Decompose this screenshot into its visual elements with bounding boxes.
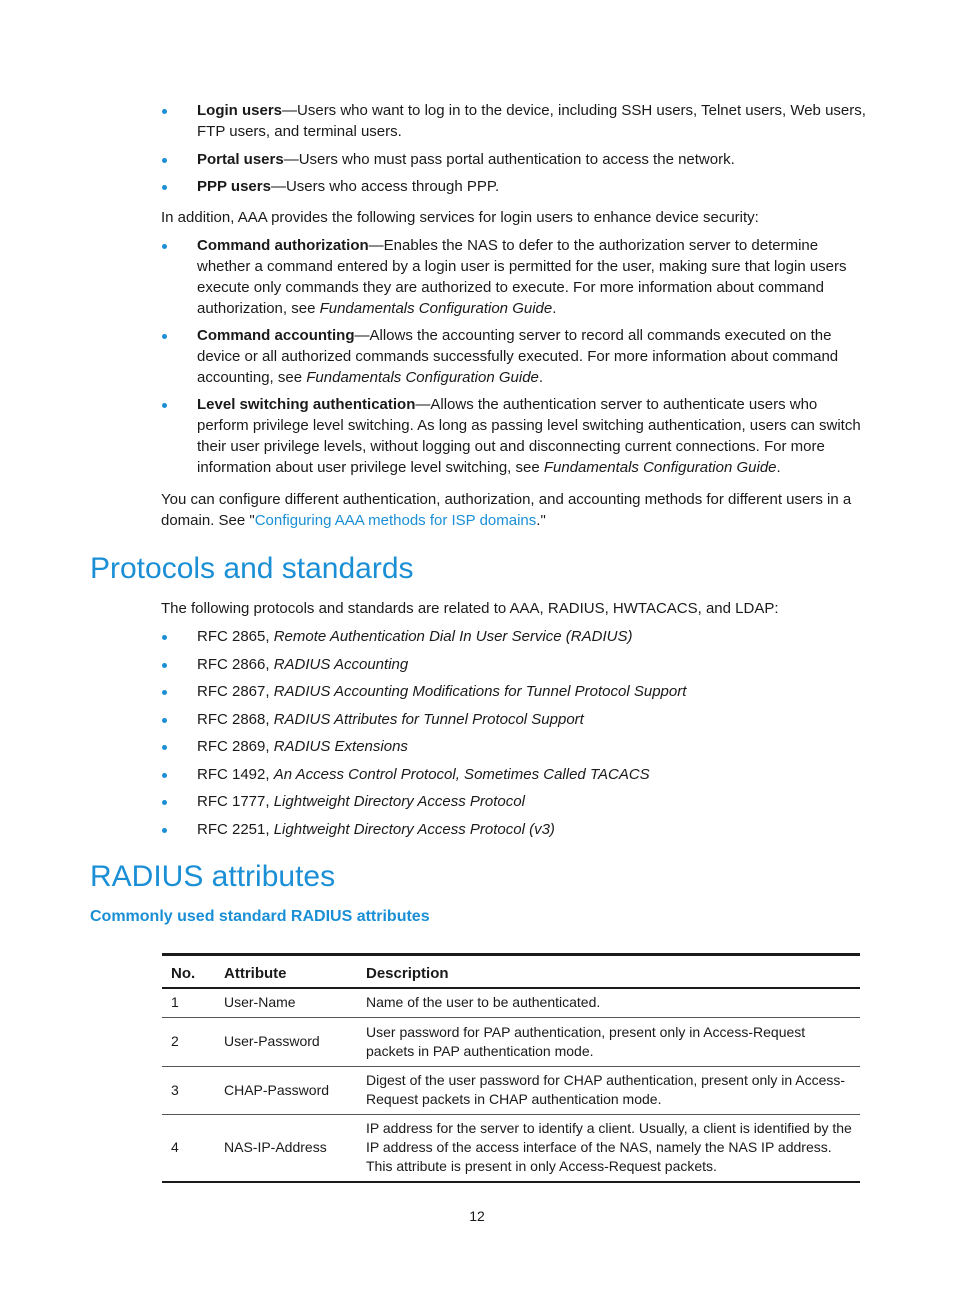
punctuation: . <box>538 369 544 386</box>
cell-no: 4 <box>171 1139 179 1156</box>
cell-attribute: CHAP-Password <box>224 1081 330 1098</box>
cell-description: User password for PAP authentication, present only in Access-Request packets in PAP authentication mode. <box>366 1023 806 1059</box>
aaa-methods-link[interactable]: Configuring AAA methods for ISP domains <box>254 512 537 529</box>
bullet-icon <box>162 828 167 833</box>
term-description: —Enables the NAS to defer to the authorization server to determine whether a command entered by a login user is permitted for the user, making sure that login users execute only commands they are authorized to execute. For more information about command authorization, see <box>197 237 847 317</box>
punctuation: . <box>776 459 781 476</box>
cell-description: Digest of the user password for CHAP authentication, present only in Access-Request packets in CHAP authentication mode. <box>366 1072 846 1107</box>
bullet-icon <box>162 663 167 668</box>
bullet-icon <box>162 773 167 778</box>
rfc-title: RADIUS Extensions <box>273 738 408 755</box>
cell-description: Name of the user to be authenticated. <box>366 994 601 1011</box>
bullet-icon <box>162 334 167 339</box>
term: Command accounting <box>197 327 355 344</box>
list-item <box>161 654 869 675</box>
rfc-title: Lightweight Directory Access Protocol (v3) <box>273 820 555 838</box>
rfc-number: RFC 2868, <box>197 710 274 728</box>
bullet-icon <box>162 403 167 408</box>
cell-no: 3 <box>171 1081 179 1098</box>
list-item <box>161 149 869 170</box>
cell-attribute: User-Password <box>224 1033 320 1049</box>
bullet-icon <box>162 800 167 805</box>
rfc-title: Lightweight Directory Access Protocol <box>273 793 525 810</box>
rfc-number: RFC 2869, <box>197 738 274 755</box>
term: Login users <box>197 102 283 119</box>
bullet-icon <box>162 718 167 723</box>
punctuation: ." <box>536 512 546 529</box>
guide-reference: Fundamentals Configuration Guide <box>319 300 553 317</box>
bullet-icon <box>162 109 167 114</box>
guide-reference: Fundamentals Configuration Guide <box>306 369 539 386</box>
list-item <box>161 394 869 478</box>
config-text: You can configure different authentication, authorization, and accounting methods for different users in a domain. See " <box>161 491 852 529</box>
bullet-icon <box>162 244 167 249</box>
column-header-no: No. <box>171 965 196 982</box>
radius-heading: RADIUS attributes <box>90 860 336 893</box>
list-item <box>161 736 869 757</box>
rfc-list <box>161 626 869 840</box>
table-header-row <box>162 955 860 989</box>
bullet-icon <box>162 185 167 190</box>
rfc-number: RFC 1777, <box>197 793 274 810</box>
bullet-icon <box>162 158 167 163</box>
table-row <box>162 1017 860 1066</box>
services-intro: In addition, AAA provides the following services for login users to enhance device security: <box>161 209 759 226</box>
list-item <box>161 791 869 812</box>
table-row <box>162 988 860 1017</box>
guide-reference: Fundamentals Configuration Guide <box>543 459 777 476</box>
term-description: —Users who must pass portal authentication to access the network. <box>283 151 735 168</box>
bullet-icon <box>162 745 167 750</box>
list-item <box>161 235 869 319</box>
list-item <box>161 681 869 702</box>
list-item <box>161 764 869 785</box>
term: Level switching authentication <box>197 396 416 413</box>
term-description: —Users who access through PPP. <box>270 178 500 195</box>
cell-attribute: NAS-IP-Address <box>224 1139 327 1156</box>
table-row <box>162 1114 860 1182</box>
rfc-title: RADIUS Attributes for Tunnel Protocol Support <box>273 710 584 728</box>
cell-description: IP address for the server to identify a client. Usually, a client is identified by the IP address of the access interface of the NAS, namely the NAS IP address. This attribute is present in only Access-Request packets. <box>366 1120 852 1175</box>
rfc-title: RADIUS Accounting <box>273 655 409 673</box>
radius-subheading: Commonly used standard RADIUS attributes <box>90 908 430 925</box>
list-item <box>161 100 869 142</box>
punctuation: . <box>552 300 557 317</box>
rfc-title: An Access Control Protocol, Sometimes Called TACACS <box>273 765 650 783</box>
column-header-description: Description <box>366 965 449 982</box>
term-description: —Allows the authentication server to authenticate users who perform privilege level switching. As long as passing level switching authentication, users can switch their user privilege levels, without logging out and disconnecting current connections. For more information about user privilege level switching, see <box>197 396 861 476</box>
cell-no: 2 <box>171 1033 179 1049</box>
term: Command authorization <box>197 237 369 254</box>
rfc-title: Remote Authentication Dial In User Service (RADIUS) <box>273 628 633 645</box>
bullet-icon <box>162 690 167 695</box>
rfc-number: RFC 2866, <box>197 655 274 673</box>
protocols-intro: The following protocols and standards are related to AAA, RADIUS, HWTACACS, and LDAP: <box>161 600 779 617</box>
radius-attributes-table <box>162 953 860 1183</box>
term-description: —Allows the accounting server to record all commands executed on the device or all authorized commands successfully executed. For more information about command accounting, see <box>197 327 839 386</box>
list-item <box>161 626 869 647</box>
rfc-title: RADIUS Accounting Modifications for Tunnel Protocol Support <box>273 683 687 700</box>
rfc-number: RFC 1492, <box>197 765 274 783</box>
rfc-number: RFC 2867, <box>197 683 274 700</box>
column-header-attribute: Attribute <box>224 965 287 982</box>
term: Portal users <box>197 151 284 168</box>
list-item <box>161 709 869 730</box>
user-types-list <box>161 100 869 197</box>
list-item <box>161 176 869 197</box>
term: PPP users <box>197 178 271 195</box>
list-item <box>161 325 869 388</box>
services-list <box>161 235 869 478</box>
bullet-icon <box>162 635 167 640</box>
page-number: 12 <box>469 1208 485 1224</box>
rfc-number: RFC 2865, <box>197 628 274 645</box>
cell-no: 1 <box>171 994 179 1011</box>
cell-attribute: User-Name <box>224 994 296 1011</box>
term-description: —Users who want to log in to the device, including SSH users, Telnet users, Web users, FTP users, and terminal users. <box>197 102 866 140</box>
rfc-number: RFC 2251, <box>197 820 274 838</box>
table-row <box>162 1066 860 1114</box>
config-paragraph <box>161 489 869 531</box>
list-item <box>161 819 869 840</box>
protocols-heading: Protocols and standards <box>90 552 414 585</box>
